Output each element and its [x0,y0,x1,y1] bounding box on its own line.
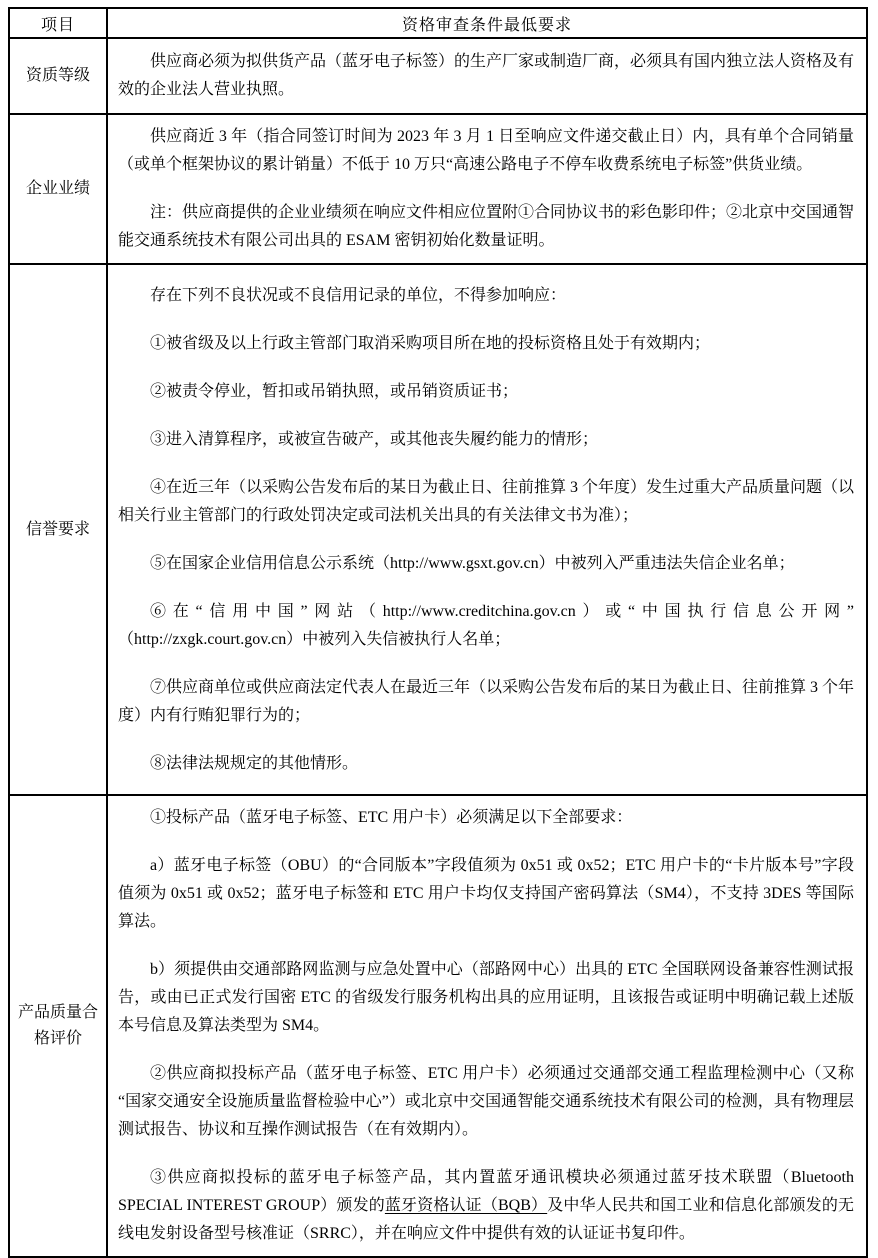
row-label-qualification-level: 资质等级 [9,38,107,114]
table-row-reputation-requirements [9,264,867,795]
requirement-paragraph: ①投标产品（蓝牙电子标签、ETC 用户卡）必须满足以下全部要求： [150,809,633,826]
row-content-product-quality-evaluation [107,795,867,1257]
requirement-paragraph: 供应商必须为拟供货产品（蓝牙电子标签）的生产厂家或制造厂商，必须具有国内独立法人资格及有效的企业法人营业执照。 [118,53,855,98]
row-content-enterprise-performance [107,114,867,264]
underlined-text: 蓝牙资格认证（BQB） [384,1197,548,1214]
header-row [9,8,867,38]
requirement-paragraph: ⑤在国家企业信用信息公示系统（http://www.gsxt.gov.cn）中被列入严重违法失信企业名单； [150,554,795,572]
requirement-paragraph: ④在近三年（以采购公告发布后的某日为截止日、往前推算 3 个年度）发生过重大产品质量问题（以相关行业主管部门的行政处罚决定或司法机关出具的有关法律文书为准）； [118,478,855,524]
row-content-qualification-level [107,38,867,114]
table-body [9,38,867,1257]
table-row-enterprise-performance [9,114,867,264]
requirement-paragraph [118,1164,854,1248]
qualification-review-table [8,7,868,1258]
plain-text: ③供应商拟投标的蓝牙电子标签产品，其内置蓝牙通讯模块必须通过蓝牙技术联盟（Bluetooth SPECIAL INTEREST GROUP）颁发的 [118,1169,854,1214]
table-row-qualification-level [9,38,867,114]
row-label-reputation-requirements: 信誉要求 [9,264,107,795]
requirement-paragraph: ⑦供应商单位或供应商法定代表人在最近三年（以采购公告发布后的某日为截止日、往前推算 3 个年度）内有行贿犯罪行为的； [118,678,855,724]
requirement-paragraph: 供应商近 3 年（指合同签订时间为 2023 年 3 月 1 日至响应文件递交截止日）内，具有单个合同销量（或单个框架协议的累计销量）不低于 10 万只“高速公路电子不停车收费系统电子标签”供货业绩。 [118,128,854,173]
requirement-paragraph: a）蓝牙电子标签（OBU）的“合同版本”字段值须为 0x51 或 0x52；ETC 用户卡的“卡片版本号”字段值须为 0x51 或 0x52；蓝牙电子标签和 ETC 用户卡均仅支持国产密码算法（SM4），不支持 3DES 等国际算法。 [118,857,854,930]
requirement-paragraph: ⑥在“信用中国”网站（http://www.creditchina.gov.cn）或“中国执行信息公开网”（http://zxgk.court.gov.cn）中被列入失信被执行人名单； [118,602,854,648]
table-row-product-quality-evaluation [9,795,867,1257]
requirement-paragraph: 存在下列不良状况或不良信用记录的单位，不得参加响应： [150,286,567,304]
requirement-paragraph: ①被省级及以上行政主管部门取消采购项目所在地的投标资格且处于有效期内； [150,334,711,352]
requirement-paragraph: 注：供应商提供的企业业绩须在响应文件相应位置附①合同协议书的彩色影印件；②北京中交国通智能交通系统技术有限公司出具的 ESAM 密钥初始化数量证明。 [118,204,855,249]
plain-text: 及中华人民共和国工业和信息化部颁发的无线电发射设备型号核准证（SRRC），并在响应文件中提供有效的认证证书复印件。 [118,1197,854,1242]
row-content-reputation-requirements [107,264,867,795]
requirement-paragraph: ②供应商拟投标产品（蓝牙电子标签、ETC 用户卡）必须通过交通部交通工程监理检测中心（又称“国家交通安全设施质量监督检验中心”）或北京中交国通智能交通系统技术有限公司的检测，具有物理层测试报告、协议和互操作测试报告（在有效期内）。 [118,1065,854,1138]
requirement-paragraph: ⑧法律法规规定的其他情形。 [150,754,359,772]
requirement-paragraph: b）须提供由交通部路网监测与应急处置中心（部路网中心）出具的 ETC 全国联网设备兼容性测试报告，或由已正式发行国密 ETC 的省级发行服务机构出具的应用证明，且该报告或证明中明确记载上述版本号信息及算法类型为 SM4。 [118,961,854,1034]
table-header [9,8,867,38]
document-page [8,7,868,1258]
row-label-product-quality-evaluation: 产品质量合格评价 [9,795,107,1257]
header-requirements-column: 资格审查条件最低要求 [107,8,867,38]
requirement-paragraph: ②被责令停业，暂扣或吊销执照，或吊销资质证书； [150,382,519,400]
row-label-enterprise-performance: 企业业绩 [9,114,107,264]
requirement-paragraph: ③进入清算程序，或被宣告破产，或其他丧失履约能力的情形； [150,430,599,448]
header-item-column: 项目 [9,8,107,38]
